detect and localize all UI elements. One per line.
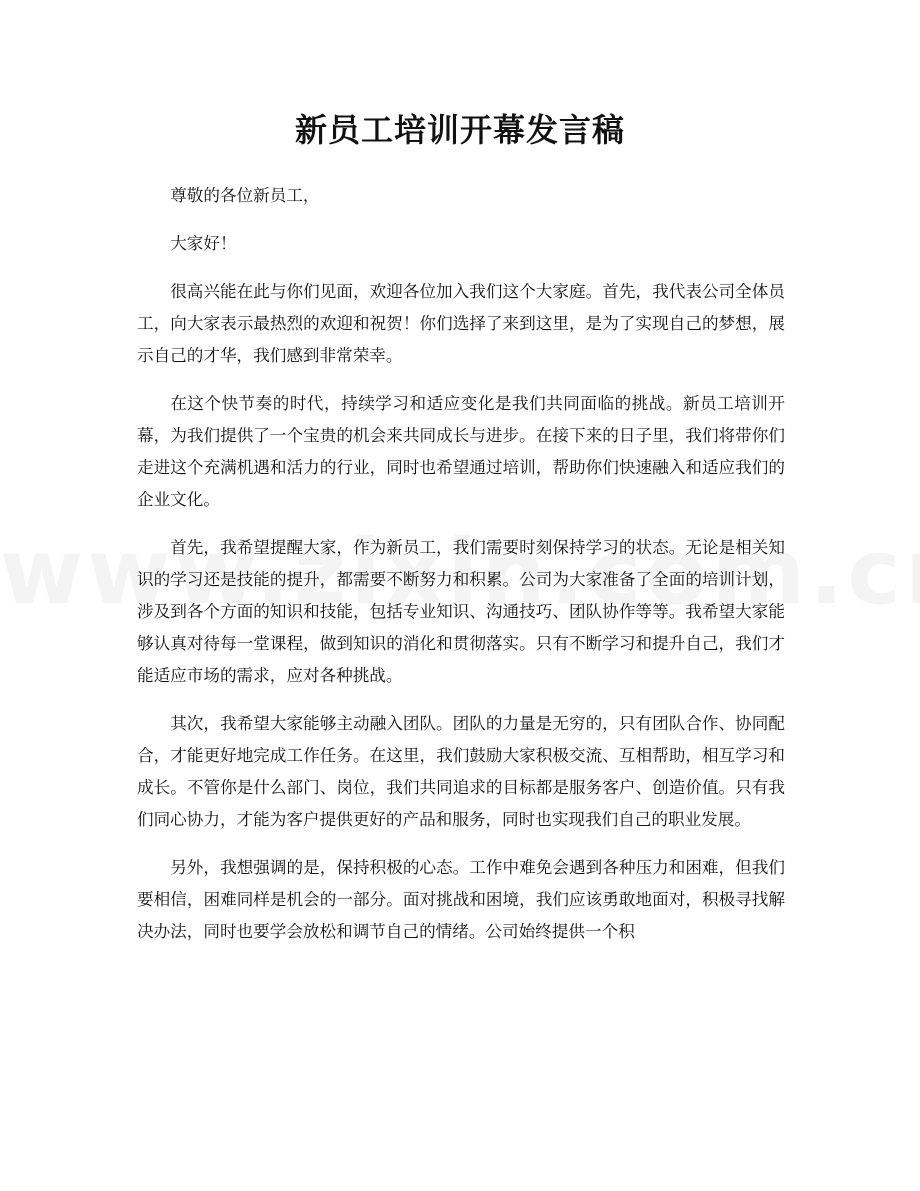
- paragraph-welcome: 很高兴能在此与你们见面，欢迎各位加入我们这个大家庭。首先，我代表公司全体员工，向大家表示最热烈的欢迎和祝贺！你们选择了来到这里，是为了实现自己的梦想，展示自己的才华，我们感到非常荣幸。: [137, 282, 785, 365]
- page-title: 新员工培训开幕发言稿: [294, 111, 625, 149]
- paragraph-positive-attitude: 另外，我想强调的是，保持积极的心态。工作中难免会遇到各种压力和困难，但我们要相信，困难同样是机会的一部分。面对挑战和困境，我们应该勇敢地面对，积极寻找解决办法，同时也要学会放松和调节自己的情绪。公司始终提供一个积: [137, 858, 785, 941]
- paragraph-salutation: 尊敬的各位新员工，: [170, 186, 320, 205]
- document-body: [137, 180, 785, 964]
- paragraph-teamwork: 其次，我希望大家能够主动融入团队。团队的力量是无穷的，只有团队合作、协同配合，才能更好地完成工作任务。在这里，我们鼓励大家积极交流、互相帮助，相互学习和成长。不管你是什么部门、岗位，我们共同追求的目标都是服务客户、创造价值。只有我们同心协力，才能为客户提供更好的产品和服务，同时也实现我们自己的职业发展。: [137, 714, 785, 829]
- paragraph-learning-challenge: 在这个快节奏的时代，持续学习和适应变化是我们共同面临的挑战。新员工培训开幕，为我们提供了一个宝贵的机会来共同成长与进步。在接下来的日子里，我们将带你们走进这个充满机遇和活力的行业，同时也希望通过培训，帮助你们快速融入和适应我们的企业文化。: [137, 394, 785, 509]
- paragraph-greeting: 大家好！: [170, 234, 237, 253]
- paragraph-continuous-learning: 首先，我希望提醒大家，作为新员工，我们需要时刻保持学习的状态。无论是相关知识的学习还是技能的提升，都需要不断努力和积累。公司为大家准备了全面的培训计划，涉及到各个方面的知识和技能，包括专业知识、沟通技巧、团队协作等等。我希望大家能够认真对待每一堂课程，做到知识的消化和贯彻落实。只有不断学习和提升自己，我们才能适应市场的需求，应对各种挑战。: [137, 538, 785, 685]
